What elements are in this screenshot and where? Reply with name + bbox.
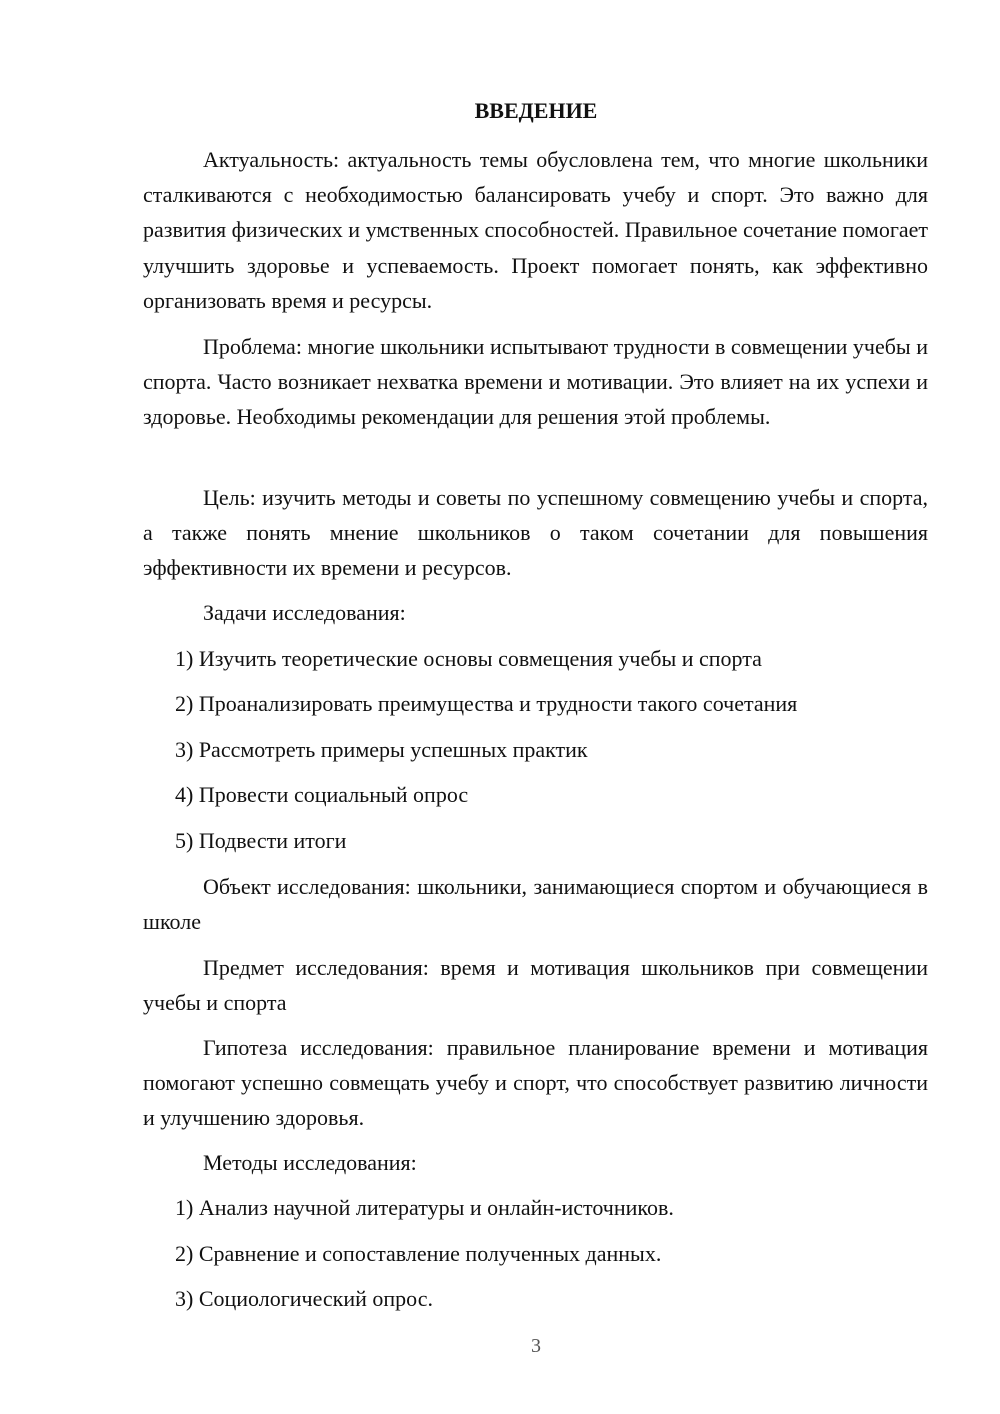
problem-paragraph: Проблема: многие школьники испытывают трудности в совмещении учебы и спорта. Часто возникает нехватка времени и мотивации. Это влияет на их успехи и здоровье. Необходимы рекомендации для решения этой проблемы. bbox=[143, 334, 928, 430]
relevance-paragraph: Актуальность: актуальность темы обусловлена тем, что многие школьники сталкиваются с необходимостью балансировать учебу и спорт. Это важно для развития физических и умственных способностей. Правильное сочетание помогает улучшить здоровье и успеваемость. Проект помогает понять, как эффективно организовать время и ресурсы. bbox=[143, 147, 928, 313]
tasks-label: Задачи исследования: bbox=[203, 600, 406, 625]
method-item: 3) Социологический опрос. bbox=[175, 1286, 433, 1311]
task-item: 5) Подвести итоги bbox=[175, 828, 347, 853]
task-item: 2) Проанализировать преимущества и трудности такого сочетания bbox=[175, 691, 798, 716]
methods-label: Методы исследования: bbox=[203, 1150, 417, 1175]
goal-paragraph: Цель: изучить методы и советы по успешному совмещению учебы и спорта, а также понять мнение школьников о таком сочетании для повышения эффективности их времени и ресурсов. bbox=[143, 485, 928, 581]
task-item: 3) Рассмотреть примеры успешных практик bbox=[175, 737, 588, 762]
method-item: 2) Сравнение и сопоставление полученных данных. bbox=[175, 1241, 662, 1266]
task-item: 4) Провести социальный опрос bbox=[175, 782, 469, 807]
subject-paragraph: Предмет исследования: время и мотивация школьников при совмещении учебы и спорта bbox=[143, 955, 928, 1016]
object-paragraph: Объект исследования: школьники, занимающиеся спортом и обучающиеся в школе bbox=[143, 874, 928, 935]
page-number: 3 bbox=[531, 1335, 541, 1357]
task-item: 1) Изучить теоретические основы совмещения учебы и спорта bbox=[175, 646, 762, 671]
hypothesis-paragraph: Гипотеза исследования: правильное планирование времени и мотивация помогают успешно совмещать учебу и спорт, что способствует развитию личности и улучшению здоровья. bbox=[143, 1035, 928, 1131]
method-item: 1) Анализ научной литературы и онлайн-источников. bbox=[175, 1195, 674, 1220]
section-heading: ВВЕДЕНИЕ bbox=[474, 98, 598, 123]
